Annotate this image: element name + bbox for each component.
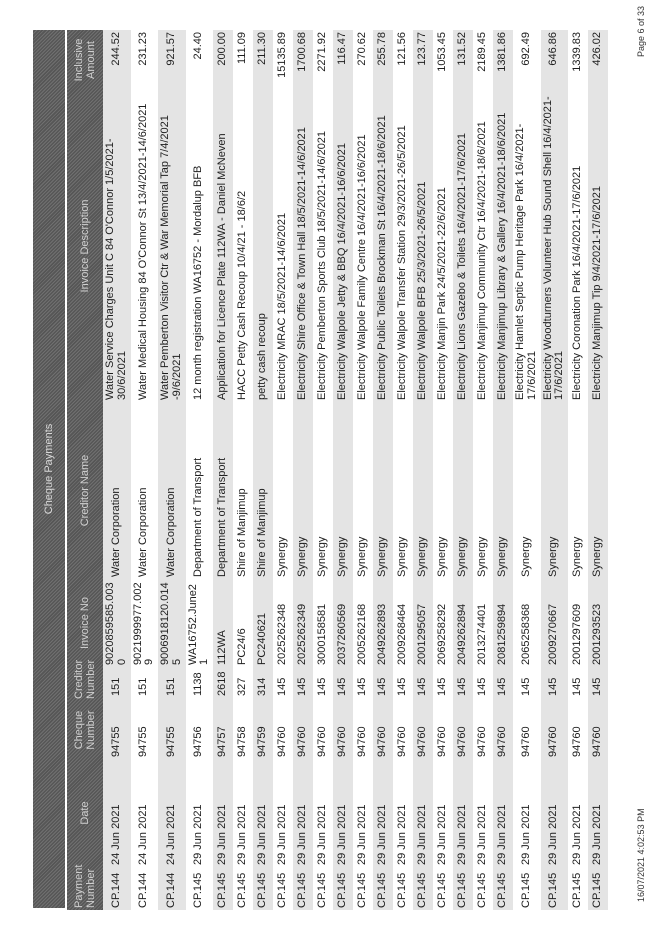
col-creditor-name: Creditor Name xyxy=(79,454,91,527)
cell-inclusive-amount: 15135.89 xyxy=(276,32,289,78)
cell-cheque-number: 94760 xyxy=(293,701,313,759)
cell-creditor-name: Synergy xyxy=(356,536,369,577)
cell-creditor-number: 327 xyxy=(236,677,249,696)
cell-creditor-number: 145 xyxy=(588,667,608,701)
cell-payment-number: CP.145 xyxy=(253,867,273,910)
col-creditor-number: Creditor Number xyxy=(73,659,97,699)
cell-payment-number: CP.145 xyxy=(192,872,205,908)
cell-cheque-number: 94760 xyxy=(588,701,608,759)
cell-cheque-number: 94755 xyxy=(158,701,186,759)
footer-printed-date: 16/07/2021 4:02:53 PM xyxy=(636,808,646,902)
cell-cheque-number: 94760 xyxy=(373,701,393,759)
cell-invoice-description: Electricity Walpole Transfer Station 29/3/2021-26/5/2021 xyxy=(396,125,409,400)
table-row xyxy=(393,30,413,910)
table-header-row xyxy=(67,30,104,910)
cell-invoice-description: petty cash recoup xyxy=(253,90,273,402)
cell-creditor-number: 145 xyxy=(333,667,353,701)
cell-creditor-number: 145 xyxy=(541,667,569,701)
cell-date: 29 Jun 2021 xyxy=(236,804,249,865)
cell-payment-number: CP.145 xyxy=(333,867,353,910)
cell-invoice-no: 2065258368 xyxy=(519,603,532,665)
cell-date: 29 Jun 2021 xyxy=(476,804,489,865)
cell-creditor-name: Synergy xyxy=(519,536,532,577)
cell-payment-number: CP.145 xyxy=(453,867,473,910)
cell-date: 29 Jun 2021 xyxy=(413,759,433,867)
cell-cheque-number: 94760 xyxy=(571,726,584,757)
cell-invoice-description: Electricity Walpole BFB 25/3/2021-26/5/2021 xyxy=(413,90,433,402)
cell-date: 29 Jun 2021 xyxy=(373,759,393,867)
cell-creditor-number: 145 xyxy=(293,667,313,701)
cell-inclusive-amount: 1339.83 xyxy=(571,32,584,72)
cell-inclusive-amount: 200.00 xyxy=(213,30,233,90)
table-row xyxy=(568,30,588,910)
cell-invoice-description: Electricity Manjimup Library & Gallery 16/4/2021-18/6/2021 xyxy=(493,90,513,402)
cell-creditor-name: Synergy xyxy=(588,402,608,579)
cell-invoice-description: Water Pemberton Visitor Ctr & War Memorial Tap 7/4/2021 -9/6/2021 xyxy=(158,90,186,402)
cell-creditor-name: Synergy xyxy=(541,402,569,579)
cell-payment-number: CP.144 xyxy=(137,872,150,908)
cell-inclusive-amount: 646.86 xyxy=(541,30,569,90)
cell-date: 24 Jun 2021 xyxy=(158,759,186,867)
cell-creditor-number: 145 xyxy=(373,667,393,701)
cell-inclusive-amount: 1700.68 xyxy=(293,30,313,90)
cell-creditor-number: 145 xyxy=(453,667,473,701)
cell-inclusive-amount: 211.30 xyxy=(253,30,273,90)
cell-inclusive-amount: 111.09 xyxy=(236,32,249,65)
table-row xyxy=(493,30,513,910)
cell-date: 29 Jun 2021 xyxy=(316,804,329,865)
cell-creditor-number: 2618 xyxy=(213,667,233,701)
cell-date: 24 Jun 2021 xyxy=(103,759,131,867)
cell-inclusive-amount: 1381.86 xyxy=(493,30,513,90)
cell-creditor-name: Synergy xyxy=(476,536,489,577)
table-row xyxy=(541,30,569,910)
cell-cheque-number: 94760 xyxy=(316,726,329,757)
cell-invoice-description: Electricity MRAC 18/5/2021-14/6/2021 xyxy=(276,212,289,400)
cell-invoice-description: Electricity Hamlet Septic Pump Heritage Park 16/4/2021-17/6/2021 xyxy=(514,123,538,400)
cell-invoice-description: Electricity Coronation Park 16/4/2021-17/6/2021 xyxy=(571,165,584,400)
cell-invoice-no: 2049262893 xyxy=(373,579,393,667)
table-row xyxy=(313,30,333,910)
cell-cheque-number: 94756 xyxy=(192,726,205,757)
cell-creditor-name: Synergy xyxy=(571,536,584,577)
cell-inclusive-amount: 2271.92 xyxy=(316,32,329,72)
cell-invoice-no: 2025262348 xyxy=(276,603,289,665)
cell-cheque-number: 94760 xyxy=(453,701,473,759)
cell-creditor-name: Synergy xyxy=(493,402,513,579)
cell-creditor-name: Synergy xyxy=(316,536,329,577)
table-row xyxy=(473,30,493,910)
report-title: Cheque Payments xyxy=(33,30,65,908)
cell-creditor-number: 145 xyxy=(396,677,409,696)
table-row xyxy=(158,30,186,910)
cell-date: 29 Jun 2021 xyxy=(588,759,608,867)
cell-creditor-number: 145 xyxy=(476,677,489,696)
cell-date: 29 Jun 2021 xyxy=(571,804,584,865)
cell-invoice-description: Electricity Manjimup Community Ctr 16/4/2021-18/6/2021 xyxy=(476,121,489,400)
cell-invoice-no: 2081259894 xyxy=(493,579,513,667)
cell-invoice-no: 2049262894 xyxy=(453,579,473,667)
cell-creditor-number: 145 xyxy=(519,677,532,696)
cell-inclusive-amount: 270.62 xyxy=(356,32,369,66)
cell-invoice-no: 9020859585.0030 xyxy=(103,579,131,667)
cell-creditor-name: Synergy xyxy=(453,402,473,579)
cell-payment-number: CP.145 xyxy=(316,872,329,908)
cell-invoice-no: 2001293523 xyxy=(588,579,608,667)
cell-inclusive-amount: 231.23 xyxy=(137,32,150,66)
cell-date: 29 Jun 2021 xyxy=(453,759,473,867)
cell-invoice-no: 2037260569 xyxy=(333,579,353,667)
cell-cheque-number: 94760 xyxy=(519,726,532,757)
table-row xyxy=(513,30,541,910)
cell-payment-number: CP.145 xyxy=(541,867,569,910)
cell-creditor-name: Synergy xyxy=(436,536,449,577)
cell-cheque-number: 94760 xyxy=(541,701,569,759)
cell-inclusive-amount: 1053.45 xyxy=(436,32,449,72)
cell-invoice-no: 2009268464 xyxy=(396,603,409,665)
table-row xyxy=(233,30,253,910)
cell-cheque-number: 94758 xyxy=(236,726,249,757)
table-row xyxy=(588,30,608,910)
cell-cheque-number: 94760 xyxy=(476,726,489,757)
cell-payment-number: CP.145 xyxy=(519,872,532,908)
cell-cheque-number: 94755 xyxy=(137,726,150,757)
cell-creditor-name: Water Corporation xyxy=(103,402,131,579)
cell-date: 29 Jun 2021 xyxy=(436,804,449,865)
table-row xyxy=(103,30,131,910)
cell-invoice-no: 2025262349 xyxy=(293,579,313,667)
table-row xyxy=(131,30,159,910)
cell-payment-number: CP.145 xyxy=(373,867,393,910)
cell-date: 24 Jun 2021 xyxy=(137,804,150,865)
cell-date: 29 Jun 2021 xyxy=(253,759,273,867)
cell-date: 29 Jun 2021 xyxy=(293,759,313,867)
table-row xyxy=(293,30,313,910)
cell-creditor-name: Synergy xyxy=(276,536,289,577)
cell-creditor-name: Synergy xyxy=(373,402,393,579)
cell-creditor-number: 145 xyxy=(356,677,369,696)
cell-creditor-number: 145 xyxy=(571,677,584,696)
col-invoice-no: Invoice No xyxy=(79,597,91,649)
cell-creditor-number: 151 xyxy=(103,667,131,701)
cell-creditor-name: Department of Transport xyxy=(192,457,205,577)
cell-date: 29 Jun 2021 xyxy=(356,804,369,865)
cell-creditor-number: 151 xyxy=(137,677,150,696)
cell-payment-number: CP.145 xyxy=(413,867,433,910)
cell-date: 29 Jun 2021 xyxy=(541,759,569,867)
cell-invoice-no: PC24/6 xyxy=(236,628,249,665)
cell-payment-number: CP.145 xyxy=(293,867,313,910)
cell-inclusive-amount: 244.52 xyxy=(103,30,131,90)
cell-creditor-name: Water Corporation xyxy=(137,487,150,577)
cell-inclusive-amount: 426.02 xyxy=(588,30,608,90)
cell-invoice-description: Electricity Manjimup Tip 9/4/2021-17/6/2021 xyxy=(588,90,608,402)
cell-cheque-number: 94757 xyxy=(213,701,233,759)
cell-creditor-number: 145 xyxy=(316,677,329,696)
cell-date: 29 Jun 2021 xyxy=(519,804,532,865)
cell-creditor-name: Department of Transport xyxy=(213,402,233,579)
cell-creditor-name: Shire of Manjimup xyxy=(253,402,273,579)
table-row xyxy=(413,30,433,910)
table-row xyxy=(453,30,473,910)
cell-invoice-description: 12 month registration WA16752 - Mordalup BFB xyxy=(192,165,205,400)
col-cheque-number: Cheque Number xyxy=(73,710,97,750)
cell-creditor-number: 151 xyxy=(158,667,186,701)
cell-creditor-number: 145 xyxy=(436,677,449,696)
table-row xyxy=(353,30,373,910)
table-row xyxy=(273,30,293,910)
cell-cheque-number: 94760 xyxy=(493,701,513,759)
cell-invoice-description: Electricity Lions Gazebo & Toilets 16/4/2021-17/6/2021 xyxy=(453,90,473,402)
cell-invoice-no: 2001297609 xyxy=(571,603,584,665)
cell-invoice-description: Electricity Woodturners Volunteer Hub Sound Shell 16/4/2021-17/6/2021 xyxy=(541,90,569,402)
col-date: Date xyxy=(79,801,91,825)
cell-inclusive-amount: 255.78 xyxy=(373,30,393,90)
cell-payment-number: CP.145 xyxy=(236,872,249,908)
cell-payment-number: CP.145 xyxy=(476,872,489,908)
col-payment-number: Payment Number xyxy=(73,864,97,908)
cell-payment-number: CP.145 xyxy=(436,872,449,908)
cell-cheque-number: 94755 xyxy=(103,701,131,759)
table-row xyxy=(253,30,273,910)
cell-invoice-description: Electricity Public Toilets Brockman St 16/4/2021-18/6/2021 xyxy=(373,90,393,402)
cell-invoice-description: Electricity Pemberton Sports Club 18/5/2021-14/6/2021 xyxy=(316,130,329,400)
cell-creditor-name: Water Corporation xyxy=(158,402,186,579)
cell-inclusive-amount: 131.52 xyxy=(453,30,473,90)
cell-cheque-number: 94759 xyxy=(253,701,273,759)
cell-cheque-number: 94760 xyxy=(276,726,289,757)
cell-invoice-no: 3000158581 xyxy=(316,603,329,665)
cell-inclusive-amount: 24.40 xyxy=(192,32,205,60)
cell-invoice-description: HACC Petty Cash Recoup 10/4/21 - 18/6/2 xyxy=(236,190,249,400)
cell-invoice-description: Application for Licence Plate 112WA - Daniel McNeven xyxy=(213,90,233,402)
cell-cheque-number: 94760 xyxy=(333,701,353,759)
cell-invoice-no: WA16752.June21 xyxy=(186,584,211,665)
cell-creditor-name: Synergy xyxy=(293,402,313,579)
cell-invoice-no: 9021999977.0029 xyxy=(131,582,156,665)
table-row xyxy=(373,30,393,910)
cell-invoice-no: 112WA xyxy=(213,579,233,667)
cell-payment-number: CP.144 xyxy=(158,867,186,910)
cell-cheque-number: 94760 xyxy=(356,726,369,757)
cell-payment-number: CP.145 xyxy=(276,872,289,908)
cell-date: 29 Jun 2021 xyxy=(276,804,289,865)
cell-invoice-description: Electricity Walpole Family Centre 16/4/2021-16/6/2021 xyxy=(356,134,369,400)
cell-invoice-description: Water Service Charges Unit C 84 O'Connor 1/5/2021-30/6/2021 xyxy=(103,90,131,402)
cell-date: 29 Jun 2021 xyxy=(213,759,233,867)
cheque-payments-table xyxy=(66,30,608,910)
cell-date: 29 Jun 2021 xyxy=(192,804,205,865)
table-row xyxy=(333,30,353,910)
cell-invoice-no: 2069258292 xyxy=(436,603,449,665)
cell-payment-number: CP.145 xyxy=(213,867,233,910)
cell-creditor-number: 145 xyxy=(493,667,513,701)
table-row xyxy=(213,30,233,910)
cell-inclusive-amount: 116.47 xyxy=(333,30,353,90)
cell-invoice-no: 2005262168 xyxy=(356,603,369,665)
cell-invoice-no: 2001295057 xyxy=(413,579,433,667)
cell-payment-number: CP.145 xyxy=(396,872,409,908)
cell-inclusive-amount: 121.56 xyxy=(396,32,409,66)
table-row xyxy=(186,30,214,910)
cell-inclusive-amount: 2189.45 xyxy=(476,32,489,72)
cell-cheque-number: 94760 xyxy=(413,701,433,759)
cell-creditor-name: Synergy xyxy=(396,536,409,577)
cell-payment-number: CP.145 xyxy=(493,867,513,910)
cell-creditor-name: Synergy xyxy=(413,402,433,579)
cell-cheque-number: 94760 xyxy=(436,726,449,757)
cell-date: 29 Jun 2021 xyxy=(493,759,513,867)
cell-creditor-number: 1138 xyxy=(192,672,205,696)
cell-invoice-description: Water Medical Housing 84 O'Connor St 13/4/2021-14/6/2021 xyxy=(137,103,150,400)
cell-creditor-number: 314 xyxy=(253,667,273,701)
cell-invoice-no: PC240621 xyxy=(253,579,273,667)
cell-invoice-description: Electricity Walpole Jetty & BBQ 16/4/2021-16/6/2021 xyxy=(333,90,353,402)
cell-payment-number: CP.144 xyxy=(103,867,131,910)
cell-inclusive-amount: 921.57 xyxy=(158,30,186,90)
cell-creditor-name: Synergy xyxy=(333,402,353,579)
cell-creditor-name: Shire of Manjimup xyxy=(236,488,249,577)
cell-invoice-description: Electricity Shire Office & Town Hall 18/5/2021-14/6/2021 xyxy=(293,90,313,402)
col-invoice-description: Invoice Description xyxy=(79,199,91,293)
cell-invoice-no: 2009270667 xyxy=(541,579,569,667)
cell-invoice-no: 2013274401 xyxy=(476,603,489,665)
cell-invoice-description: Electricity Manjin Park 24/5/2021-22/6/2021 xyxy=(436,187,449,400)
cell-payment-number: CP.145 xyxy=(356,872,369,908)
cell-payment-number: CP.145 xyxy=(588,867,608,910)
table-row xyxy=(433,30,453,910)
cell-creditor-number: 145 xyxy=(276,677,289,696)
cell-cheque-number: 94760 xyxy=(396,726,409,757)
footer-page-number: Page 6 of 33 xyxy=(636,6,646,58)
col-inclusive-amount: Inclusive Amount xyxy=(73,38,97,82)
cell-invoice-no: 9006918120.0145 xyxy=(158,579,186,667)
cell-payment-number: CP.145 xyxy=(571,872,584,908)
cell-inclusive-amount: 692.49 xyxy=(519,32,532,66)
cell-inclusive-amount: 123.77 xyxy=(413,30,433,90)
cell-creditor-number: 145 xyxy=(413,667,433,701)
cell-date: 29 Jun 2021 xyxy=(333,759,353,867)
cell-date: 29 Jun 2021 xyxy=(396,804,409,865)
